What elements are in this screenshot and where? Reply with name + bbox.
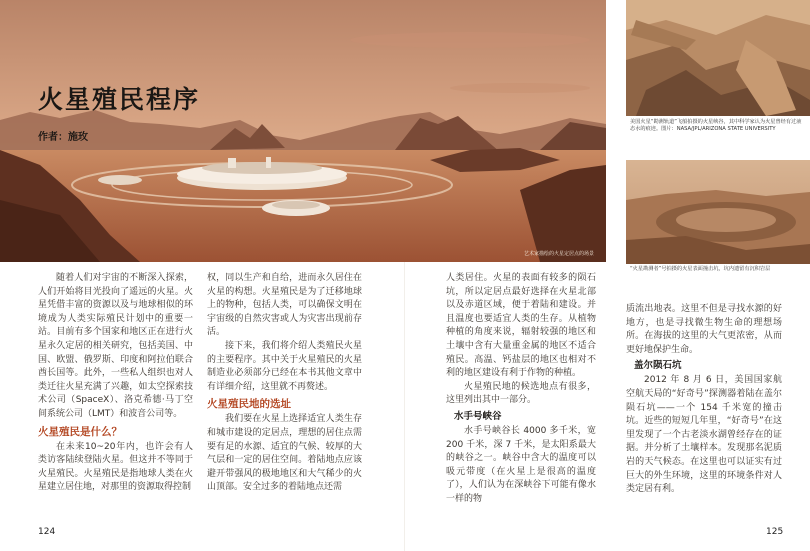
paragraph: 接下来，我们将介绍人类殖民火星的主要程序。其中关于火星殖民的火星制造业必须部分已经在本书其他文章中有详细介绍，这里就不再赘述。: [207, 340, 362, 392]
paragraph: 人类居住。火星的表面有较多的陨石坑，所以定居点最好选择在火星北部以及赤道区域，便于着陆和建设。并且温度也要适宜人类的生存。从植物种植的角度来说，辐射较强的地区和土壤中含有大量重金属的地区不适合殖民。高温、钙盐层的地区也相对不利的地区建设有利于作物的种植。: [446, 273, 596, 379]
section-heading: 火星殖民地的选址: [207, 398, 291, 411]
page-number-left: 124: [38, 527, 56, 537]
paragraph: 火星殖民地的候选地点有很多，这里列出其中一部分。: [446, 381, 596, 406]
subsection-heading: 盖尔陨石坑: [634, 360, 682, 372]
page-gutter: [404, 262, 405, 551]
paragraph: 权，同以生产和自给，进而永久居住在火星的构想。火星殖民是为了迁移地球上的物种，包括人类，可以确保文明在宇宙级的自然灾害或人为灾害出现前存活。: [207, 273, 362, 338]
paragraph: 2012 年 8 月 6 日，美国国家航空航天局的“好奇号”探测器着陆在盖尔陨石坑——一个 154 千米宽的撞击坑。近些的短短几年里，“好奇号”在这里发现了一个古老淡水湖曾经存在的证据。并分析了土壤样本。发现那名泥质岩的天气候态。在这里也可以证实有过巨大的外生环境，这里的环境条件对人类定居有利。: [626, 375, 782, 495]
mars-colony-illustration: [0, 0, 606, 262]
canyon-photo: [626, 0, 810, 116]
paragraph: 随着人们对宇宙的不断深入探索，人们开始将目光投向了遥远的火星。火星凭借丰富的资源以及与地球相似的环境成为人类实际殖民计划中的重要一站。目前有多个国家和地区正在进行火星永久定居的相关研究，包括美国、中国、欧盟、俄罗斯、印度和阿拉伯联合酋长国等。此外，一些私人组织也对人类迁往火星充满了兴趣，如太空探索技术公司（SpaceX）、洛克希德·马丁空间系统公司（LMT）和波音公司等。: [38, 273, 193, 419]
text-column-1: [38, 272, 193, 495]
article-title: 火星殖民程序: [38, 85, 201, 114]
paragraph: 水手号峡谷长 4000 多千米，宽 200 千米，深 7 千米，是太阳系最大的峡谷之一。峡谷中含大的温度可以吸元带度（在火星上是很高的温度了），人们认为在深峡谷下可能有像水一样的物: [446, 425, 596, 504]
hero-caption: 艺术家描绘的火星定居点的场景: [523, 251, 594, 257]
page-number-right: 125: [766, 527, 784, 537]
crater-photo: [626, 160, 810, 264]
mars-crater-image: [626, 160, 810, 264]
text-column-4: [626, 303, 782, 497]
article-author: 作者：施玫: [38, 132, 88, 143]
hero-image: [0, 0, 606, 262]
text-column-3: [446, 272, 596, 507]
paragraph: 质流出地表。这里不但是寻找水源的好地方，也是寻找微生物生命的理想场所。在海拔的这里的大气更浓密，从而更好地保护生命。: [626, 304, 782, 355]
paragraph: 在未来10~20年内，也许会有人类访客陆续登陆火星。但这并不等同于火星殖民。火星殖民是指地球人类在火星建立居住地，对那里的资源取得控制: [38, 441, 193, 493]
mars-canyon-satellite-image: [626, 0, 810, 116]
section-heading: 火星殖民是什么？: [38, 425, 122, 438]
subsection-heading: 水手号峡谷: [454, 410, 502, 422]
paragraph: 我们要在火星上选择适宜人类生存和城市建设的定居点，理想的居住点需要有足的水源、适宜的气候、较厚的大气层和一定的居住空间。着陆地点应该避开带强风的极地地区和大气稀少的火山顶部。安全过多的着陆地点还需: [207, 414, 362, 493]
crater-photo-caption: “火星勘测者”号拍摄的火星表面撞击坑，坑内遗留有沉积岩层: [630, 266, 771, 272]
canyon-photo-caption: 美国火星“勘测轨道”飞船拍摄的火星峡谷，其中科学家认为火星曾经有过液态水的痕迹。图片：NASA/JPL/ARIZONA STATE UNIVERSITY: [630, 119, 802, 132]
text-column-2: [207, 272, 362, 495]
